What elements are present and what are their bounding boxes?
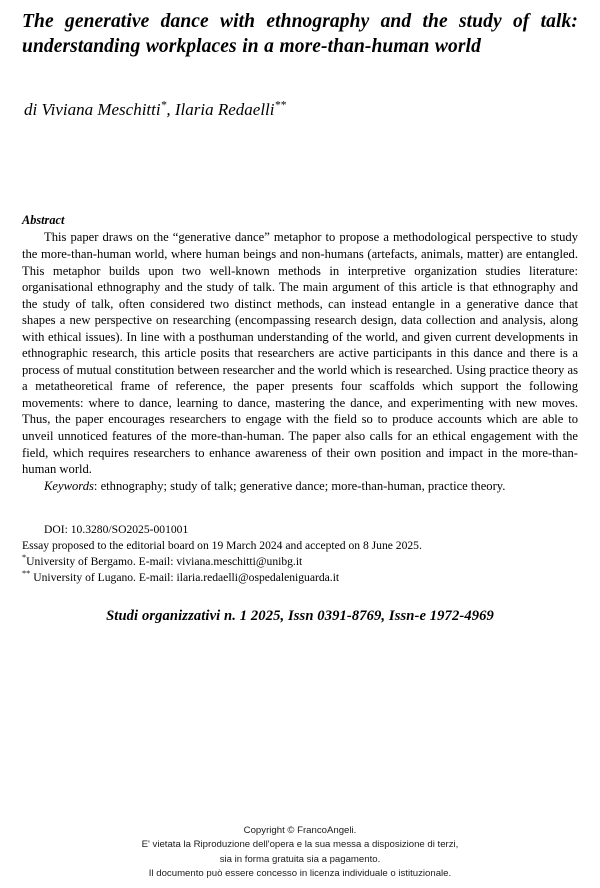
affiliation-one-line [22, 554, 578, 570]
doi-line: DOI: 10.3280/SO2025-001001 [44, 523, 189, 537]
copyright-line-1: Copyright © FrancoAngeli. [243, 824, 357, 836]
copyright-line-2: E' vietata la Riproduzione dell'opera e la sua messa a disposizione di terzi, [141, 839, 459, 851]
author-byline-separator: , Ilaria Redaelli [166, 99, 275, 119]
keywords-separator: : [93, 478, 101, 493]
affiliation-two-marker: ** [22, 569, 31, 579]
keywords-values: ethnography; study of talk; generative dance; more-than-human, practice theory. [100, 478, 506, 493]
abstract-text: This paper draws on the “generative dance” metaphor to propose a methodological perspective to study the more-than-human world, where human beings and non-humans (artefacts, animals, matter) are entangled. This metaphor builds upon two well-known methods in interpretive organization studies literature: organisational ethnography and the study of talk. The main argument of this article is that ethnography and the study of talk, often considered two distinct methods, can instead entangle in a generative dance that shapes a new perspective on researching (encompassing research design, data collection and analysis, along with ethical issues). In line with a posthuman understanding of the world, and given current developments in ethnographic research, this article posits that researchers are active participants in this dance and there is a process of mutual constitution between researcher and the world which is researched. Using practice theory as a metatheoretical frame of reference, the paper presents four scaffolds which support the following movements: where to dance, learning to dance, mastering the dance, and experimenting with new moves. Thus, the paper encourages researchers to engage with the field so to produce accounts which are able to unveil unnoticed features of the more-than-human. The paper also calls for an ethical engagement with the field, which requires researchers to enhance awareness of their own position and impact in the more-than-human world. [22, 230, 578, 477]
affiliation-one-text: University of Bergamo. E-mail: viviana.meschitti@unibg.it [26, 555, 303, 569]
author-byline [22, 60, 578, 120]
copyright-notice [0, 824, 600, 882]
affiliation-two-text: University of Lugano. E-mail: ilaria.redaelli@ospedaleniguarda.it [30, 571, 340, 585]
submission-line: Essay proposed to the editorial board on 19 March 2024 and accepted on 8 June 2025. [22, 539, 422, 553]
author-two-footnote-marker: ** [274, 98, 287, 112]
keywords-label: Keywords [44, 478, 94, 493]
copyright-line-3: sia in forma gratuita sia a pagamento. [219, 853, 381, 865]
copyright-line-4: Il documento può essere concesso in licenza individuale o istituzionale. [148, 868, 452, 880]
abstract-heading: Abstract [22, 213, 65, 228]
journal-citation: Studi organizzativi n. 1 2025, Issn 0391-8769, Issn-e 1972-4969 [106, 608, 494, 625]
metadata-section [22, 494, 578, 586]
page-title: The generative dance with ethnography and the study of talk: understanding workplaces in a more-than-human world [22, 11, 578, 58]
affiliation-two-line [22, 570, 578, 586]
affiliation-one-marker: * [22, 553, 27, 563]
keywords-line [22, 478, 578, 495]
author-one-footnote-marker: * [160, 98, 167, 112]
abstract-section [22, 120, 578, 494]
author-byline-text: di Viviana Meschitti [24, 99, 161, 119]
